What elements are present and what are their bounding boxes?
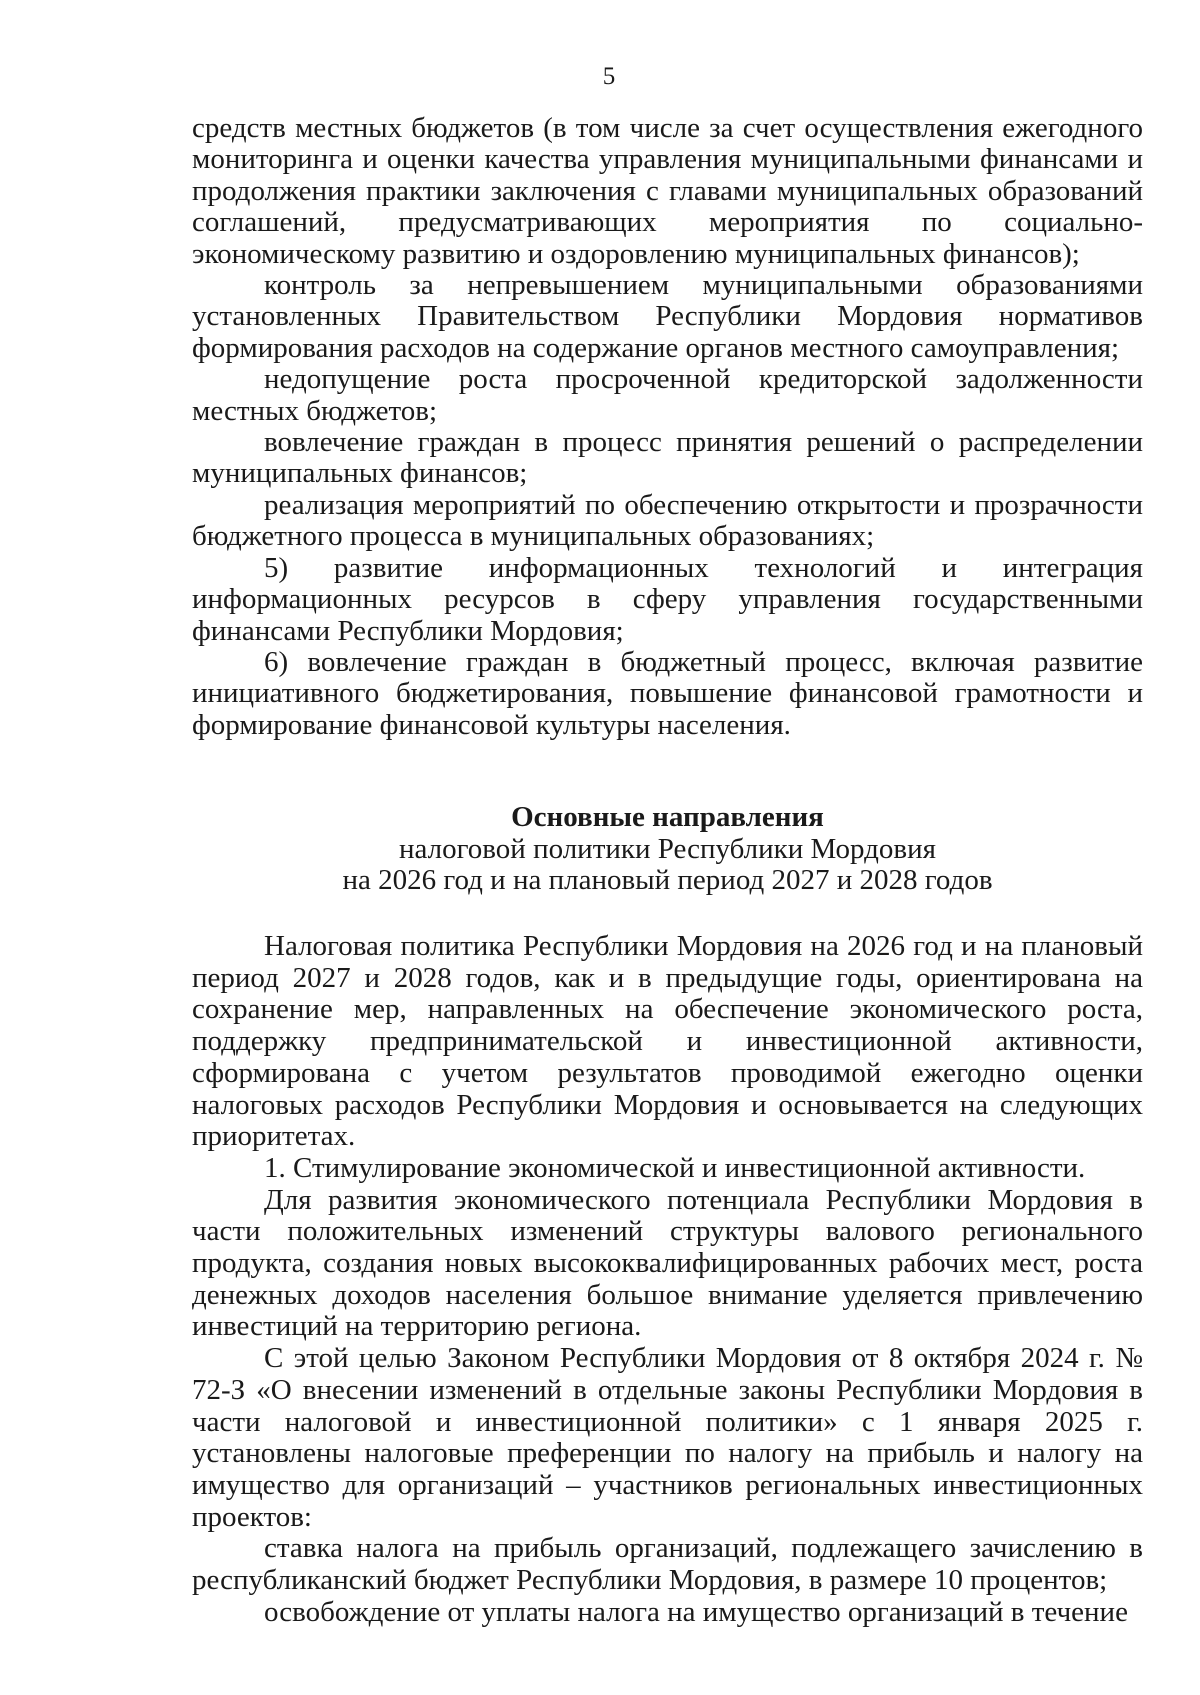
section-heading-title: Основные направления: [511, 801, 824, 833]
paragraph-item-5: 5) развитие информационных технологий и интеграция информационных ресурсов в сферу управления государственными финансами Республики Мордовия;: [192, 551, 1143, 647]
paragraph-continuation: средств местных бюджетов (в том числе за счет осуществления ежегодного мониторинга и оценки качества управления муниципальными финансами и продолжения практики заключения с главами муниципальных образований соглашений, предусматривающих мероприятия по социально-экономическому развитию и оздоровлению муниципальных финансов);: [192, 112, 1143, 270]
paragraph-transparency: реализация мероприятий по обеспечению открытости и прозрачности бюджетного процесса в муниципальных образованиях;: [192, 488, 1143, 553]
bottom-text-block: [192, 931, 1143, 1628]
section-heading-line-2: налоговой политики Республики Мордовия: [399, 832, 936, 865]
paragraph-profit-tax-rate: ставка налога на прибыль организаций, подлежащего зачислению в республиканский бюджет Республики Мордовия, в размере 10 процентов;: [192, 1532, 1143, 1597]
paragraph-law-reference: С этой целью Законом Республики Мордовия от 8 октября 2024 г. № 72-З «О внесении изменений в отдельные законы Республики Мордовия в части налоговой и инвестиционной политики» с 1 января 2025 г. установлены налоговые преференции по налогу на прибыль и налогу на имущество для организаций – участников региональных инвестиционных проектов:: [192, 1342, 1143, 1533]
section-heading-line-3: на 2026 год и на плановый период 2027 и 2028 годов: [342, 864, 993, 896]
paragraph-economic-potential: Для развития экономического потенциала Республики Мордовия в части положительных изменений структуры валового регионального продукта, создания новых высококвалифицированных рабочих мест, роста денежных доходов населения большое внимание уделяется привлечению инвестиций на территорию региона.: [192, 1183, 1143, 1343]
section-heading: [192, 802, 1143, 897]
page-number: 5: [602, 63, 616, 90]
paragraph-control: контроль за непревышением муниципальными образованиями установленных Правительством Республики Мордовия нормативов формирования расходов на содержание органов местного самоуправления;: [192, 269, 1143, 364]
top-text-block: [192, 113, 1143, 741]
paragraph-item-6: 6) вовлечение граждан в бюджетный процесс, включая развитие инициативного бюджетирования, повышение финансовой грамотности и формирование финансовой культуры населения.: [192, 645, 1143, 741]
paragraph-property-tax-exemption: освобождение от уплаты налога на имущество организаций в течение: [264, 1595, 1128, 1628]
paragraph-tax-policy: Налоговая политика Республики Мордовия на 2026 год и на плановый период 2027 и 2028 годов, как и в предыдущие годы, ориентирована на сохранение мер, направленных на обеспечение экономического роста, поддержку предпринимательской и инвестиционной активности, сформирована с учетом результатов проводимой ежегодно оценки налоговых расходов Республики Мордовия и основывается на следующих приоритетах.: [192, 930, 1143, 1153]
paragraph-priority-1: 1. Стимулирование экономической и инвестиционной активности.: [264, 1151, 1086, 1184]
paragraph-citizens-involvement: вовлечение граждан в процесс принятия решений о распределении муниципальных финансов;: [192, 426, 1143, 490]
paragraph-debt: недопущение роста просроченной кредиторской задолженности местных бюджетов;: [192, 363, 1143, 427]
